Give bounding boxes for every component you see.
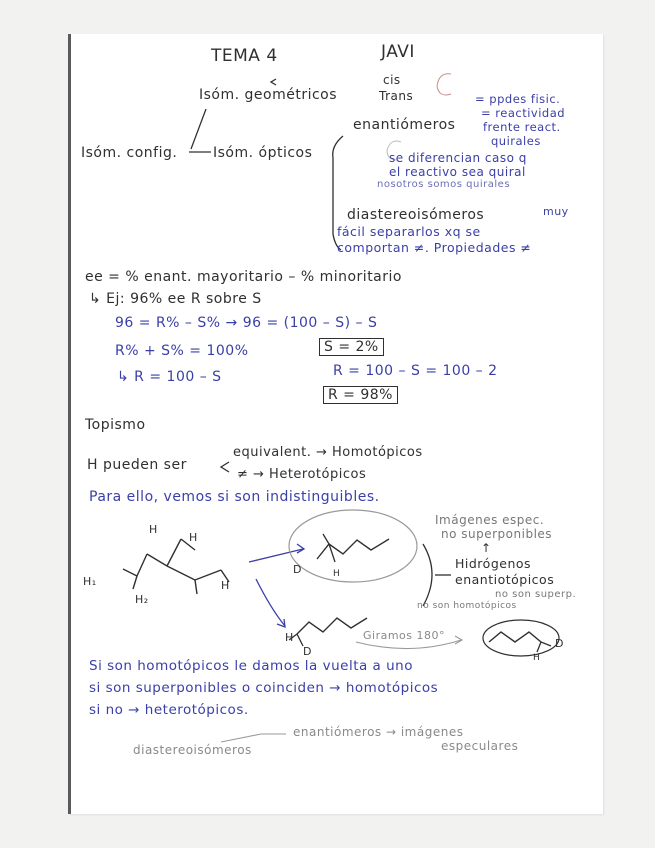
enantiomeros-imagenes: enantiómeros → imágenes [293, 725, 464, 739]
label-h-right-bottom: H [221, 579, 230, 592]
h-pueden-ser: H pueden ser [87, 457, 187, 473]
label-h-top: H [149, 523, 158, 536]
label-d-right: D [555, 637, 564, 650]
label-opticos: Isóm. ópticos [213, 145, 313, 161]
imagenes-line-2: no superponibles [441, 527, 553, 541]
arrow-up: ↑ [481, 541, 492, 555]
no-superp: no son superp. [495, 589, 577, 600]
especulares: especulares [441, 739, 519, 753]
label-h-lower: H [285, 631, 294, 644]
arrow-upper [249, 549, 303, 562]
topismo-title: Topismo [85, 417, 146, 433]
label-d-lower: D [303, 645, 312, 658]
diastereo-line-2: comportan ≠. Propiedades ≠ [337, 240, 532, 255]
tree-line-upper [191, 109, 206, 149]
molecule-sketch [123, 539, 229, 594]
label-enantiomeros: enantiómeros [353, 117, 456, 133]
label-h-right: H [533, 653, 541, 663]
ee-equation-1: 96 = R% – S% → 96 = (100 – S) – S [115, 315, 378, 331]
label-trans: Trans [379, 89, 414, 103]
hidrogenos-line-2: enantiotópicos [455, 572, 555, 587]
label-h-upper: H [333, 569, 341, 579]
arrow-lower [256, 579, 285, 626]
ee-example: ↳ Ej: 96% ee R sobre S [89, 291, 262, 307]
ee-definition: ee = % enant. mayoritario – % minoritario [85, 269, 402, 285]
brace-hidrogenos [423, 544, 432, 606]
props-line-2: = reactividad [481, 106, 566, 120]
pencil-doodle-red [437, 74, 451, 95]
giramos-label: Giramos 180° [363, 629, 446, 642]
conclusion-line-1: Si son homotópicos le damos la vuelta a uno [89, 658, 413, 674]
label-h2: H₂ [135, 593, 149, 606]
diastereoisomeros-bottom: diastereoisómeros [133, 743, 252, 757]
distintos-heterotopicos: ≠ → Heterotópicos [237, 467, 367, 482]
label-diastereoisomeros: diastereoisómeros [347, 207, 485, 223]
diastereo-line-1: fácil separarlos xq se [337, 224, 481, 239]
label-h1: H₁ [83, 575, 97, 588]
props-line-4: quirales [491, 134, 541, 148]
ee-equation-4: R = 100 – S = 100 – 2 [333, 363, 498, 379]
ee-equation-2: R% + S% = 100% [115, 343, 249, 359]
notebook-page [68, 34, 603, 814]
label-geometricos: Isóm. geométricos [199, 87, 338, 103]
conclusion-line-3: si no → heterotópicos. [89, 702, 249, 718]
imagenes-line-1: Imágenes espec. [435, 513, 545, 527]
distinguible-line-3: nosotros somos quirales [377, 179, 511, 190]
distinguible-line-2: el reactivo sea quiral [389, 165, 526, 179]
result-s-box: S = 2% [319, 338, 384, 356]
distinguible-line-1: se diferencian caso q [389, 151, 527, 165]
label-d-upper: D [293, 563, 302, 576]
props-line-3: frente react. [483, 120, 561, 134]
hidrogenos-line-1: Hidrógenos [455, 556, 532, 571]
result-r-box: R = 98% [323, 386, 398, 404]
line-diastereo [221, 734, 261, 742]
label-cis: cis [383, 73, 401, 87]
topismo-bracket [221, 462, 229, 472]
para-ello: Para ello, vemos si son indistinguibles. [89, 489, 380, 505]
cis-trans-bracket [271, 79, 276, 85]
equivalentes-homotopicos: equivalent. → Homotópicos [233, 445, 423, 460]
page-title: TEMA 4 [211, 46, 278, 66]
label-muy: muy [543, 205, 569, 218]
props-line-1: = ppdes fisic. [475, 92, 561, 106]
no-homotopicos: no son homotópicos [417, 601, 517, 611]
circle-upper-molecule [289, 510, 417, 582]
conclusion-line-2: si son superponibles o coinciden → homotópicos [89, 680, 439, 696]
ee-equation-3: ↳ R = 100 – S [117, 369, 222, 385]
author-name: JAVI [381, 42, 415, 62]
label-h-right-top: H [189, 531, 198, 544]
label-config: Isóm. config. [81, 145, 178, 161]
